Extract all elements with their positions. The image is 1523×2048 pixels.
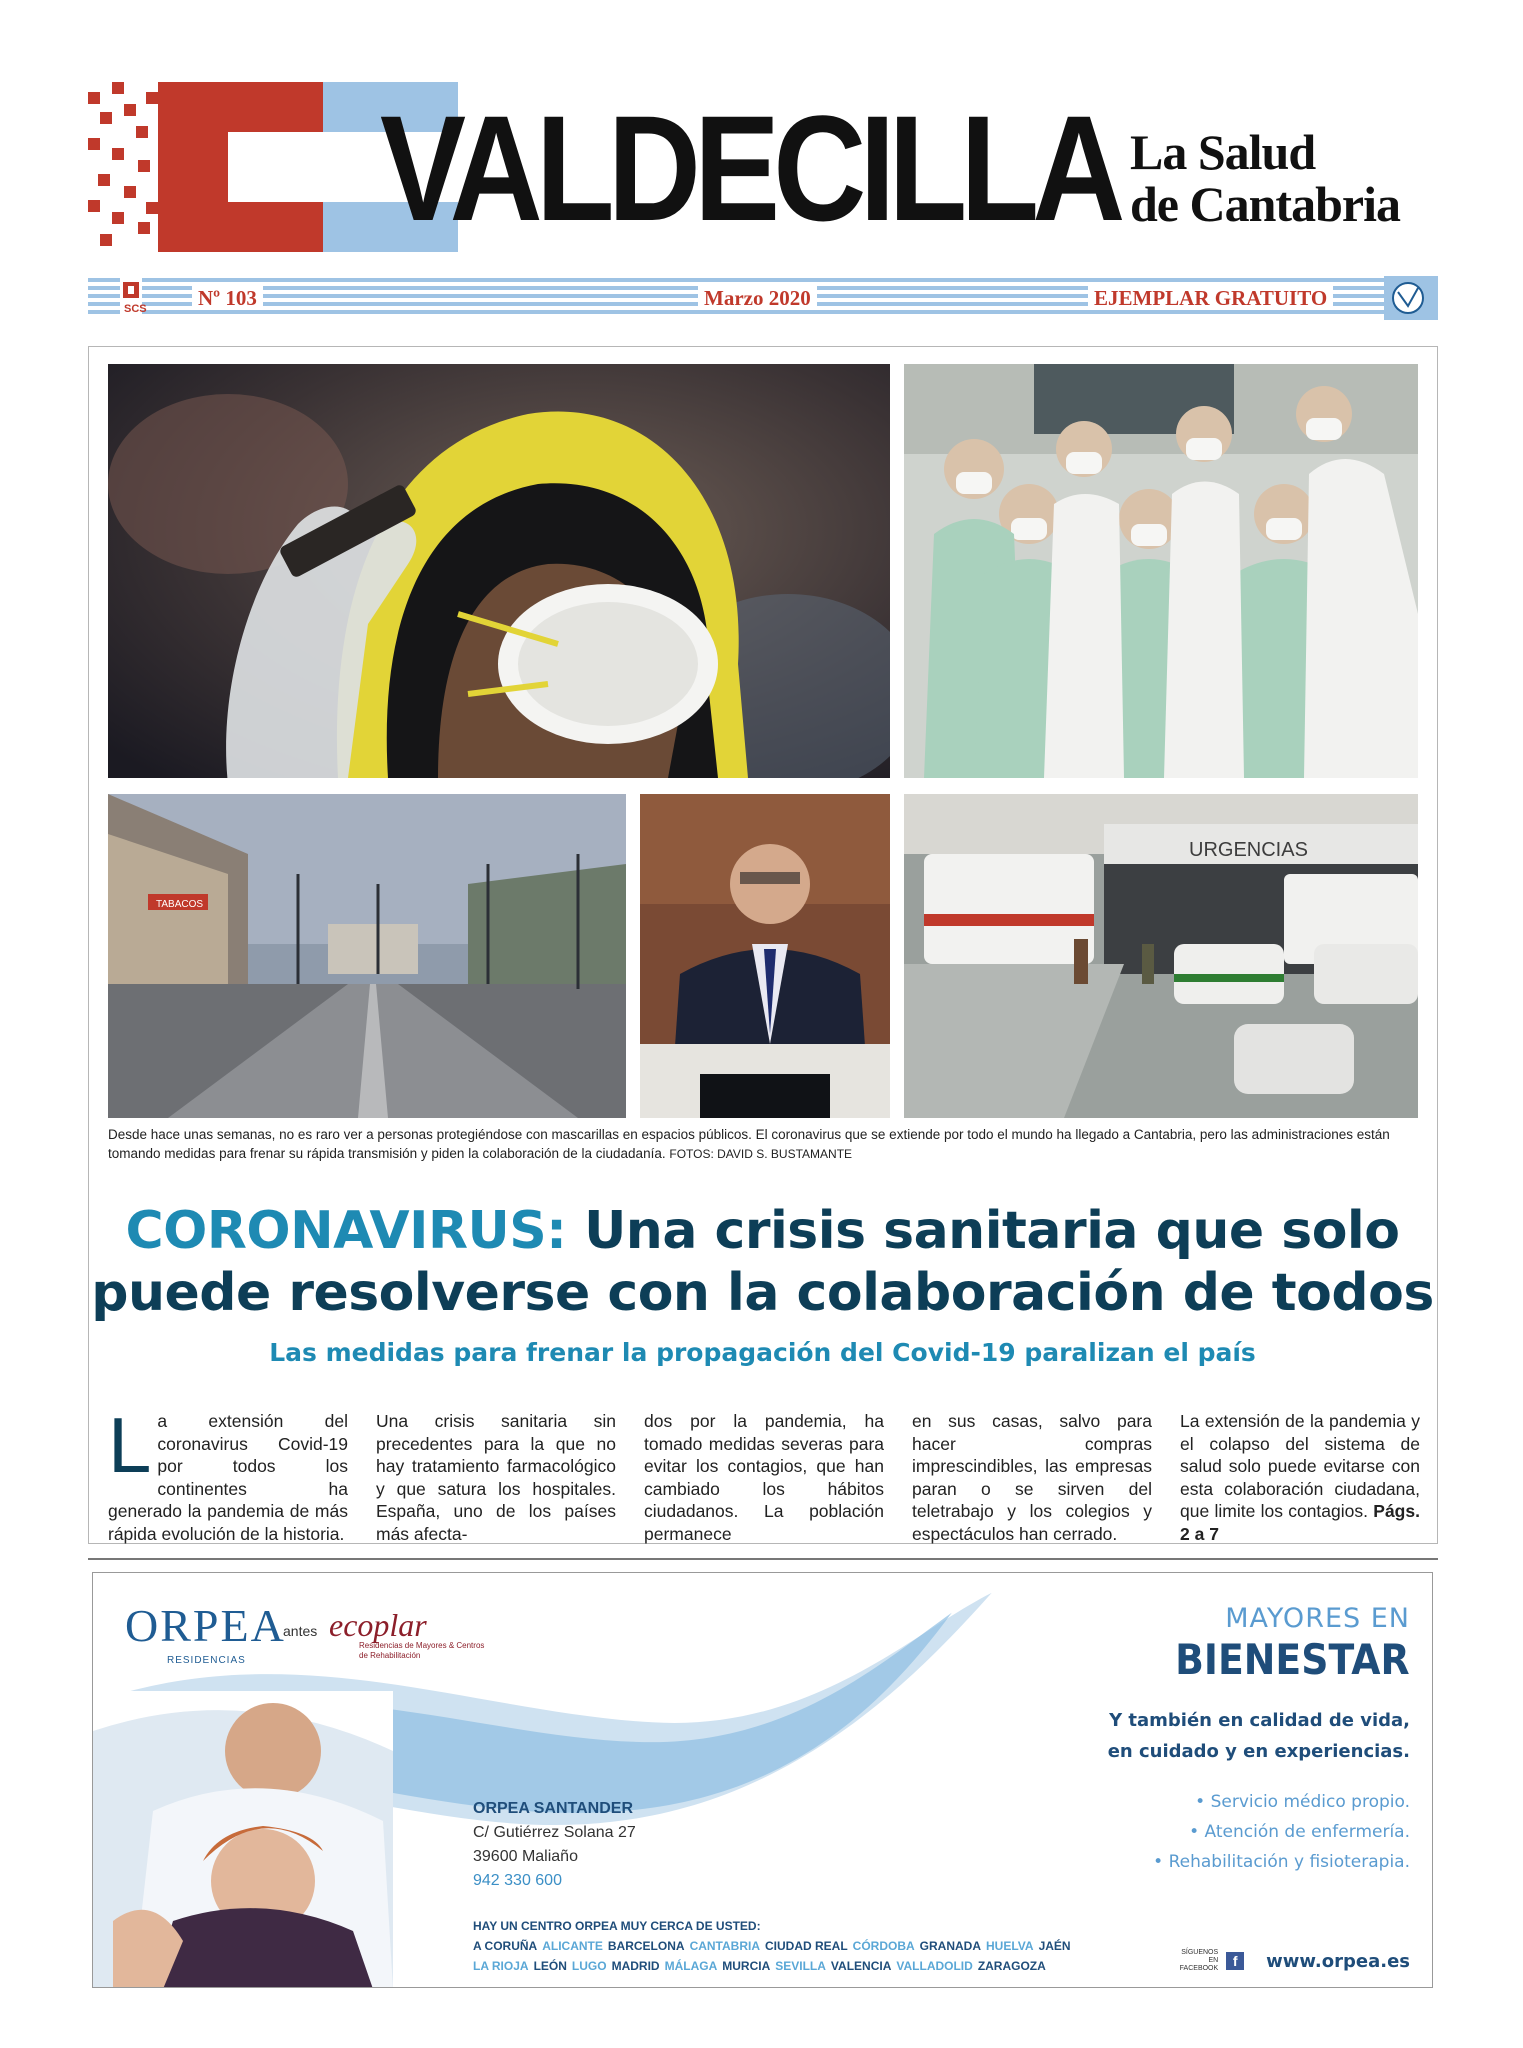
tagline-line-1: La Salud — [1130, 124, 1316, 180]
issue-number: Nº 103 — [192, 286, 263, 310]
centers-row-2 — [473, 1956, 1076, 1976]
photo-health-workers — [904, 364, 1418, 778]
photo-caption — [108, 1125, 1418, 1164]
orpea-logo-subtitle: RESIDENCIAS — [167, 1655, 246, 1666]
center-city-item: LA RIOJA — [473, 1959, 529, 1973]
facebook-icon[interactable]: f — [1226, 1952, 1244, 1970]
caption-text: Desde hace unas semanas, no es raro ver a personas protegiéndose con mascarillas en espacios públicos. El coronavirus que se extiende por todo el mundo ha llegado a Cantabria, pero las administraciones están tomando medidas para frenar su rápida transmisión y piden la colaboración de la ciudadanía. — [108, 1127, 1390, 1161]
center-city-item: MURCIA — [722, 1959, 771, 1973]
center-city-item: JAÉN — [1038, 1939, 1071, 1953]
headline-text: Una crisis sanitaria que solo puede resolverse con la colaboración de todos — [91, 1201, 1434, 1323]
center-city-item: CIUDAD REAL — [765, 1939, 848, 1953]
center-city-item: A CORUÑA — [473, 1939, 538, 1953]
center-city-item: VALLADOLID — [896, 1959, 973, 1973]
tabacos-sign: TABACOS — [156, 899, 204, 910]
headline-kicker: CORONAVIRUS: — [125, 1201, 567, 1261]
scs-logo-text: SCS — [124, 303, 147, 315]
photo-credit: FOTOS: DAVID S. BUSTAMANTE — [669, 1147, 853, 1161]
center-city-item: CANTABRIA — [689, 1939, 760, 1953]
health-workers-image — [904, 364, 1418, 778]
center-city: 39600 Maliaño — [473, 1848, 578, 1865]
ad-tagline-line-2: en cuidado y en experiencias. — [1107, 1741, 1410, 1762]
center-name: ORPEA SANTANDER — [473, 1800, 634, 1817]
service-item: • Rehabilitación y fisioterapia. — [1153, 1852, 1410, 1872]
centers-row-1 — [473, 1936, 1076, 1956]
section-divider — [88, 1558, 1438, 1560]
drop-cap: L — [108, 1401, 152, 1489]
ecoplar-logo: ecoplar — [329, 1607, 427, 1643]
website-link[interactable]: www.orpea.es — [1266, 1950, 1410, 1972]
photo-masked-person — [108, 364, 890, 778]
ad-social-row — [1174, 1949, 1410, 1973]
article-column-5 — [1180, 1410, 1420, 1545]
center-city-item: GRANADA — [919, 1939, 982, 1953]
article-column-1 — [108, 1401, 348, 1545]
article-column-3: dos por la pandemia, ha tomado medidas severas para evitar los contagios, que han cambiado los hábitos ciudadanos. La población permanece — [644, 1411, 884, 1544]
official-portrait-image — [640, 794, 890, 1118]
photo-emergency-entrance — [904, 794, 1418, 1118]
orpea-advertisement — [92, 1572, 1433, 1988]
article-column-2: Una crisis sanitaria sin precedentes para la que no hay tratamiento farmacológico y que satura los hospitales. España, uno de los países más afecta- — [376, 1411, 616, 1544]
orpea-logo: ORPEA — [125, 1600, 286, 1651]
ad-services-list — [1153, 1787, 1410, 1877]
issue-date: Marzo 2020 — [698, 286, 817, 310]
subheadline: Las medidas para frenar la propagación del Covid-19 paralizan el país — [269, 1338, 1256, 1367]
center-city-item: MÁLAGA — [664, 1959, 718, 1973]
ecoplar-logo-subtitle: Residencias de Mayores & Centros de Rehabilitación — [359, 1641, 485, 1660]
newspaper-tagline — [1130, 126, 1450, 230]
photo-official-portrait — [640, 794, 890, 1118]
center-city-item: ALICANTE — [542, 1939, 603, 1953]
center-city-item: LEÓN — [533, 1959, 567, 1973]
center-city-item: BARCELONA — [607, 1939, 685, 1953]
urgencias-sign: URGENCIAS — [1189, 839, 1308, 861]
issue-bar — [88, 276, 1438, 320]
column-5-text: La extensión de la pandemia y el colapso del sistema de salud solo puede evitarse con esta colaboración ciudadana, que limite los contagios. — [1180, 1411, 1420, 1521]
centers-list — [473, 1916, 1076, 1976]
facebook-follow-text: SÍGUENOS EN FACEBOOK — [1179, 1949, 1219, 1972]
center-city-item: LUGO — [571, 1959, 607, 1973]
main-headline — [90, 1200, 1435, 1324]
newspaper-title: VALDECILLA — [380, 84, 1119, 252]
masked-person-image — [108, 364, 890, 778]
center-phone: 942 330 600 — [473, 1872, 562, 1889]
masthead — [88, 78, 1438, 258]
ad-tagline-line-1: Y también en calidad de vida, — [1109, 1710, 1410, 1731]
article-body — [108, 1401, 1420, 1544]
ad-address-block — [473, 1797, 636, 1893]
price-note: EJEMPLAR GRATUITO — [1088, 286, 1333, 310]
pages-reference: Págs. 2 a 7 — [1180, 1501, 1420, 1544]
ad-headline-main: BIENESTAR — [1175, 1635, 1410, 1684]
emergency-entrance-image — [904, 794, 1418, 1118]
center-city-item: MADRID — [611, 1959, 660, 1973]
service-item: • Atención de enfermería. — [1189, 1822, 1410, 1842]
tagline-line-2: de Cantabria — [1130, 176, 1400, 232]
centers-heading: HAY UN CENTRO ORPEA MUY CERCA DE USTED: — [473, 1919, 761, 1933]
antes-label: antes — [283, 1623, 318, 1639]
center-city-item: ZARAGOZA — [977, 1959, 1046, 1973]
service-item: • Servicio médico propio. — [1195, 1792, 1410, 1812]
photo-empty-street — [108, 794, 626, 1118]
center-city-item: CÓRDOBA — [852, 1939, 915, 1953]
center-city-item: SEVILLA — [775, 1959, 826, 1973]
center-city-item: HUELVA — [986, 1939, 1034, 1953]
empty-street-image — [108, 794, 626, 1118]
center-city-item: VALENCIA — [830, 1959, 892, 1973]
ad-tagline — [1108, 1705, 1410, 1767]
center-street: C/ Gutiérrez Solana 27 — [473, 1824, 636, 1841]
ad-headline-top: MAYORES EN — [1225, 1603, 1410, 1634]
article-column-4: en sus casas, salvo para hacer compras imprescindibles, las empresas paran o se sirven del teletrabajo y los colegios y espectáculos han cerrado. — [912, 1411, 1152, 1544]
column-1-text: a extensión del coronavirus Covid-19 por todos los continentes ha generado la pandemia de más rápida evolución de la historia. — [108, 1411, 348, 1544]
ad-photo-caregiver-hug — [93, 1691, 393, 1988]
